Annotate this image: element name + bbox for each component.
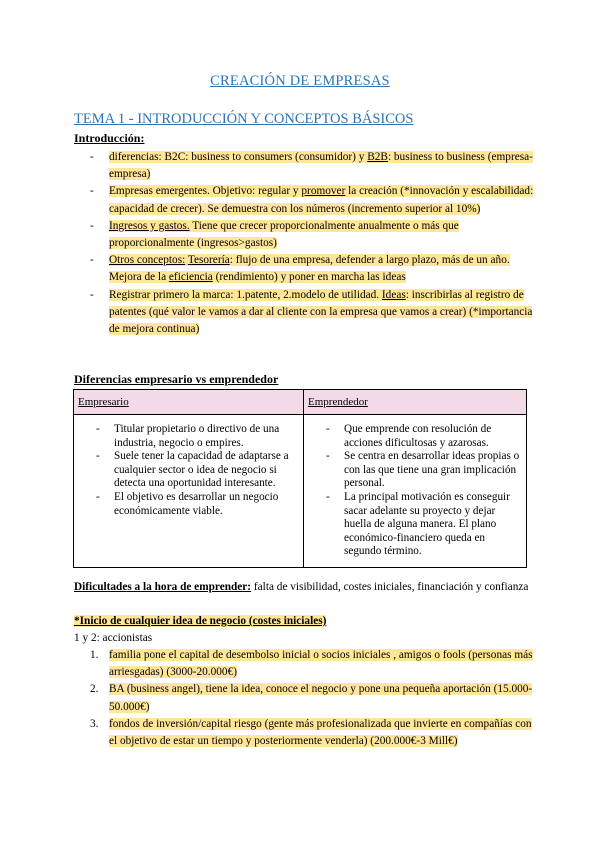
list-item: 2. BA (business angel), tiene la idea, conoce el negocio y pone una pequeña aportación (15.000-50.000€) — [90, 683, 533, 713]
list-item: 1. familia pone el capital de desembolso inicial o socios iniciales , amigos o fools (personas más arriesgadas) (3000-20.000€) — [90, 649, 533, 679]
list-item: 3. fondos de inversión/capital riesgo (gente más profesionalizada que invierte en compañías con el objetivo de estar un tiempo y posteriormente venderla) (200.000€-3 Mill€) — [90, 717, 532, 748]
intro-list — [74, 149, 534, 338]
list-item: - Que emprende con resolución de acciones dificultosas y azarosas. — [304, 423, 520, 450]
tema-heading: TEMA 1 - INTRODUCCIÓN Y CONCEPTOS BÁSICOS — [74, 111, 414, 127]
item-text: Otros conceptos: Tesorería: flujo de una empresa, defender a largo plazo, más de un año. Mejora de la eficiencia (rendimiento) y poner en marcha las ideas — [109, 254, 510, 284]
list-item — [74, 252, 534, 286]
item-text: Ingresos y gastos. Tiene que crecer proporcionalmente anualmente o más que proporcionalmente (ingresos>gastos) — [109, 219, 459, 250]
funding-list — [74, 647, 534, 750]
list-item — [74, 149, 534, 183]
table-cell-empresario — [74, 415, 304, 568]
inicio-heading: *Inicio de cualquier idea de negocio (costes iniciales) — [74, 615, 327, 627]
dificultades-paragraph: Dificultades a la hora de emprender: falta de visibilidad, costes iniciales, financiación y confianza — [74, 581, 529, 593]
list-item — [74, 183, 534, 217]
accionistas-line: 1 y 2: accionistas — [74, 632, 153, 644]
diff-heading: Diferencias empresario vs emprendedor — [74, 372, 279, 386]
intro-heading: Introducción: — [74, 131, 145, 145]
list-item: - Suele tener la capacidad de adaptarse a cualquier sector o idea de negocio si detecta una oportunidad interesante. — [74, 450, 297, 491]
list-item — [74, 287, 534, 339]
list-item: - Se centra en desarrollar ideas propias o con las que tiene una gran implicación personal. — [304, 450, 520, 491]
item-text: Empresas emergentes. Objetivo: regular y promover la creación (*innovación y escalabilidad: capacidad de crecer). Se demuestra con los números (incremento superior al 10%) — [109, 185, 534, 215]
comparison-table — [73, 389, 527, 568]
item-text: Registrar primero la marca: 1.patente, 2.modelo de utilidad. Ideas: inscribirlas al registro de patentes (qué valor le vamos a dar al cliente con la empresa que vamos a crear) (*importancia de mejora continua) — [109, 288, 533, 336]
list-item: - La principal motivación es conseguir sacar adelante su proyecto y dejar huella de alguna manera. El plano económico-financiero queda en segundo término. — [304, 491, 520, 559]
table-header-empresario: Empresario — [74, 390, 304, 415]
list-item: - Titular propietario o directivo de una industria, negocio o empires. — [74, 423, 297, 450]
list-item — [74, 218, 534, 252]
table-cell-emprendedor — [304, 415, 527, 568]
table-header-emprendedor: Emprendedor — [304, 390, 527, 415]
item-text: diferencias: B2C: business to consumers (consumidor) y B2B: business to business (empresa-empresa) — [109, 151, 533, 181]
document-title: CREACIÓN DE EMPRESAS — [210, 73, 390, 89]
list-item: - El objetivo es desarrollar un negocio económicamente viable. — [74, 491, 297, 518]
